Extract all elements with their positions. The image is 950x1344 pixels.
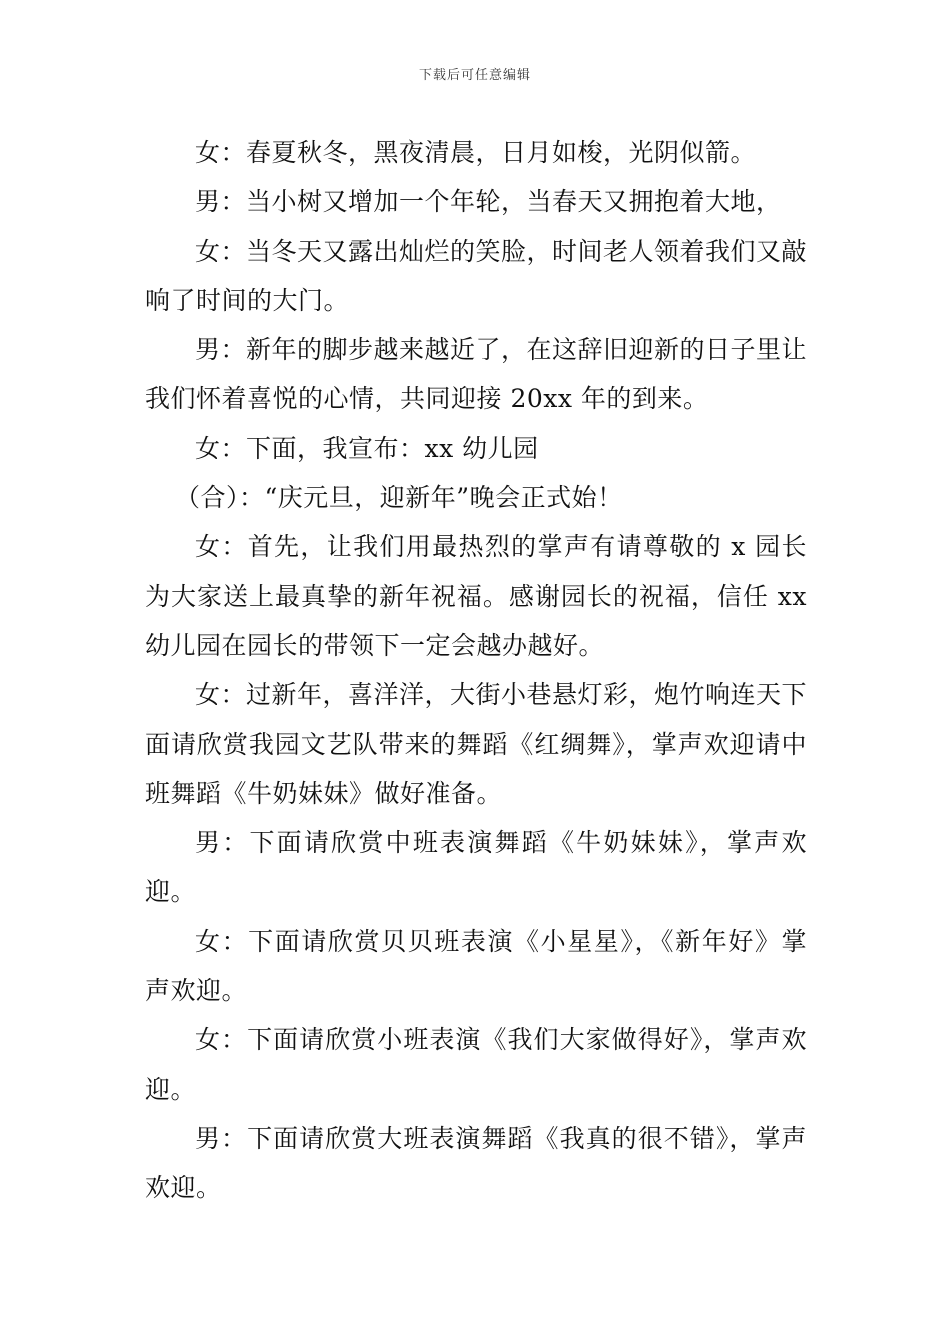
script-line: 男：下面请欣赏中班表演舞蹈《牛奶妹妹》，掌声欢迎。 [145,828,807,907]
script-line: （合）：“庆元旦，迎新年”晚会正式始！ [175,483,623,513]
script-line: 女：春夏秋冬，黑夜清晨，日月如梭，光阴似箭。 [195,138,757,167]
script-line: 女：下面请欣赏小班表演《我们大家做得好》，掌声欢迎。 [145,1025,807,1104]
script-line: 男：下面请欣赏大班表演舞蹈《我真的很不错》，掌声欢迎。 [145,1123,807,1203]
document-body [145,128,816,1213]
script-line: 女：当冬天又露出灿烂的笑脸，时间老人领着我们又敲响了时间的大门。 [145,236,808,315]
script-line: 男：新年的脚步越来越近了，在这辞旧迎新的日子里让我们怀着喜悦的心情，共同迎接 20xx 年的到来。 [145,335,808,414]
script-line: 女：下面，我宣布：xx 幼儿园 [195,433,539,463]
script-line: 女：首先，让我们用最热烈的掌声有请尊敬的 x 园长为大家送上最真挚的新年祝福。感谢园长的祝福，信任 xx 幼儿园在园长的带领下一定会越办越好。 [145,532,816,660]
script-line: 男：当小树又增加一个年轮，当春天又拥抱着大地， [195,187,782,217]
script-line: 女：过新年，喜洋洋，大街小巷悬灯彩，炮竹响连天下面请欣赏我园文艺队带来的舞蹈《红绸舞》，掌声欢迎请中班舞蹈《牛奶妹妹》做好准备。 [145,680,808,808]
page-header-note: 下载后可任意编辑 [418,68,531,83]
script-line: 女：下面请欣赏贝贝班表演《小星星》，《新年好》掌声欢迎。 [145,926,807,1006]
